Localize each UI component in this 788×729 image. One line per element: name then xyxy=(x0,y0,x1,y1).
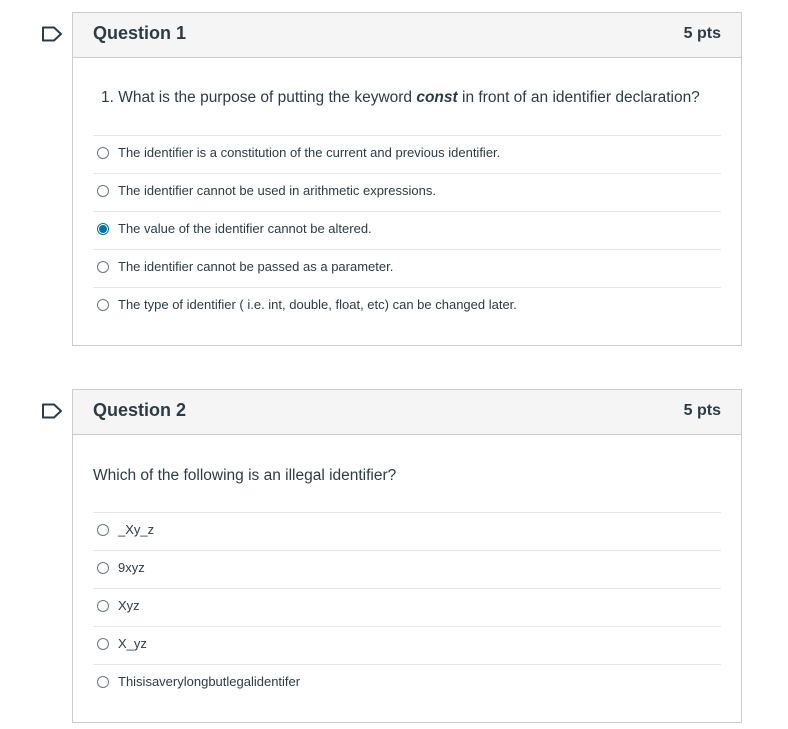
answer-option[interactable] xyxy=(93,626,721,664)
radio-button[interactable] xyxy=(97,676,109,688)
question-card-2 xyxy=(72,389,742,723)
question-points: 5 pts xyxy=(683,402,721,419)
answer-option[interactable] xyxy=(93,135,721,173)
question-text-prefix: 1. What is the purpose of putting the keyword xyxy=(101,89,417,106)
question-text: Which of the following is an illegal identifier? xyxy=(93,467,397,484)
answer-list xyxy=(93,135,721,325)
answer-option[interactable] xyxy=(93,664,721,702)
answer-label: The identifier is a constitution of the current and previous identifier. xyxy=(118,145,501,160)
answer-option[interactable] xyxy=(93,249,721,287)
radio-button[interactable] xyxy=(97,223,109,235)
radio-button[interactable] xyxy=(97,299,109,311)
answer-label: The identifier cannot be passed as a parameter. xyxy=(118,259,394,274)
radio-button[interactable] xyxy=(97,600,109,612)
radio-button[interactable] xyxy=(97,261,109,273)
radio-button[interactable] xyxy=(97,562,109,574)
radio-button[interactable] xyxy=(97,524,109,536)
question-title: Question 1 xyxy=(93,23,187,43)
answer-label: X_yz xyxy=(118,636,147,651)
answer-list xyxy=(93,512,721,702)
question-header xyxy=(73,13,741,58)
answer-label: Thisisaverylongbutlegalidentifer xyxy=(118,674,301,689)
radio-button[interactable] xyxy=(97,185,109,197)
answer-label: _Xy_z xyxy=(118,522,155,537)
answer-option[interactable] xyxy=(93,211,721,249)
answer-label: The value of the identifier cannot be altered. xyxy=(118,221,372,236)
question-header xyxy=(73,390,741,435)
question-keyword: const xyxy=(416,89,458,106)
question-title: Question 2 xyxy=(93,400,187,420)
answer-option[interactable] xyxy=(93,173,721,211)
flag-question-icon[interactable] xyxy=(41,26,63,42)
answer-label: The identifier cannot be used in arithmetic expressions. xyxy=(118,183,436,198)
question-text xyxy=(101,89,700,107)
question-card-1 xyxy=(72,12,742,346)
answer-option[interactable] xyxy=(93,588,721,626)
answer-label: The type of identifier ( i.e. int, double, float, etc) can be changed later. xyxy=(118,297,517,312)
answer-label: 9xyz xyxy=(118,560,145,575)
answer-option[interactable] xyxy=(93,287,721,325)
radio-button[interactable] xyxy=(97,147,109,159)
answer-label: Xyz xyxy=(118,598,140,613)
flag-question-icon[interactable] xyxy=(41,403,63,419)
answer-option[interactable] xyxy=(93,512,721,550)
radio-button[interactable] xyxy=(97,638,109,650)
answer-option[interactable] xyxy=(93,550,721,588)
question-text-suffix: in front of an identifier declaration? xyxy=(457,89,700,106)
question-points: 5 pts xyxy=(683,25,721,42)
